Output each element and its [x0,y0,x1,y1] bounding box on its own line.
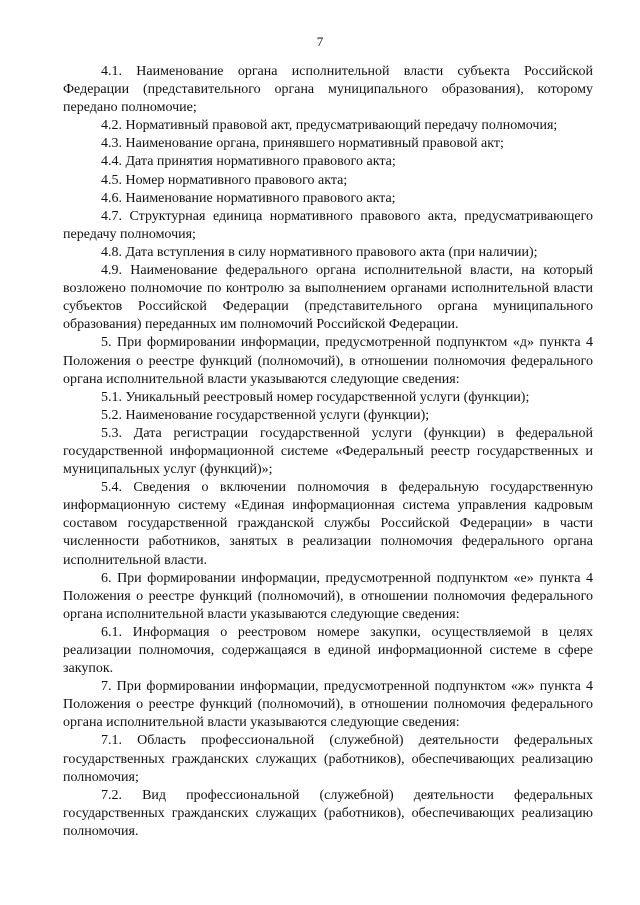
paragraph-4-6: 4.6. Наименование нормативного правового акта; [101,190,396,206]
paragraph-4-1: 4.1. Наименование органа исполнительной власти субъекта Российской Федерации (представительного органа муниципального образования), которому передано полномочие; [63,64,593,116]
page-number: 7 [316,34,324,49]
paragraph-6-1: 6.1. Информация о реестровом номере закупки, осуществляемой в целях реализации полномочия, содержащаяся в единой информационной системе в сфере закупок. [63,624,593,677]
paragraph-5: 5. При формировании информации, предусмотренной подпунктом «д» пункта 4 Положения о реестре функций (полномочий), в отношении полномочия федерального органа исполнительной власти указываются следующие сведения: [63,335,593,387]
paragraph-7: 7. При формировании информации, предусмотренной подпунктом «ж» пункта 4 Положения о реестре функций (полномочий), в отношении полномочия федерального органа исполнительной власти указываются следующие сведения: [63,679,593,731]
paragraph-4-3: 4.3. Наименование органа, принявшего нормативный правовой акт; [101,136,504,152]
paragraph-4-4: 4.4. Дата принятия нормативного правового акта; [101,154,396,170]
paragraph-4-7: 4.7. Структурная единица нормативного правового акта, предусматривающего передачу полномочия; [63,208,593,242]
paragraph-4-9: 4.9. Наименование федерального органа исполнительной власти, на который возложено полномочие по контролю за выполнением органами исполнительной власти субъектов Российской Федерации (представительного органа муниципального образования) переданных им полномочий Российской Федерации. [63,263,593,333]
paragraph-6: 6. При формировании информации, предусмотренной подпунктом «е» пункта 4 Положения о реестре функций (полномочий), в отношении полномочия федерального органа исполнительной власти указываются следующие сведения: [63,570,593,622]
paragraph-7-2: 7.2. Вид профессиональной (служебной) деятельности федеральных государственных гражданских служащих (работников), обеспечивающих реализацию полномочия. [63,787,593,839]
paragraph-5-2: 5.2. Наименование государственной услуги (функции); [101,407,430,423]
paragraph-7-1: 7.1. Область профессиональной (служебной) деятельности федеральных государственных гражданских служащих (работников), обеспечивающих реализацию полномочия; [63,733,593,785]
paragraph-4-2: 4.2. Нормативный правовой акт, предусматривающий передачу полномочия; [101,118,558,134]
body-text [63,63,593,841]
paragraph-5-4: 5.4. Сведения о включении полномочия в федеральную государственную информационную систему «Единая информационная система управления кадровым составом государственной гражданской службы Российской Федерации» в части численности работников, занятых в реализации полномочия федерального органа исполнительной власти. [63,480,593,568]
paragraph-4-5: 4.5. Номер нормативного правового акта; [101,172,348,188]
paragraph-4-8: 4.8. Дата вступления в силу нормативного правового акта (при наличии); [101,244,538,260]
paragraph-5-3: 5.3. Дата регистрации государственной услуги (функции) в федеральной государственной информационной системе «Федеральный реестр государственных и муниципальных услуг (функций)»; [63,425,593,478]
paragraph-5-1: 5.1. Уникальный реестровый номер государственной услуги (функции); [101,389,530,405]
